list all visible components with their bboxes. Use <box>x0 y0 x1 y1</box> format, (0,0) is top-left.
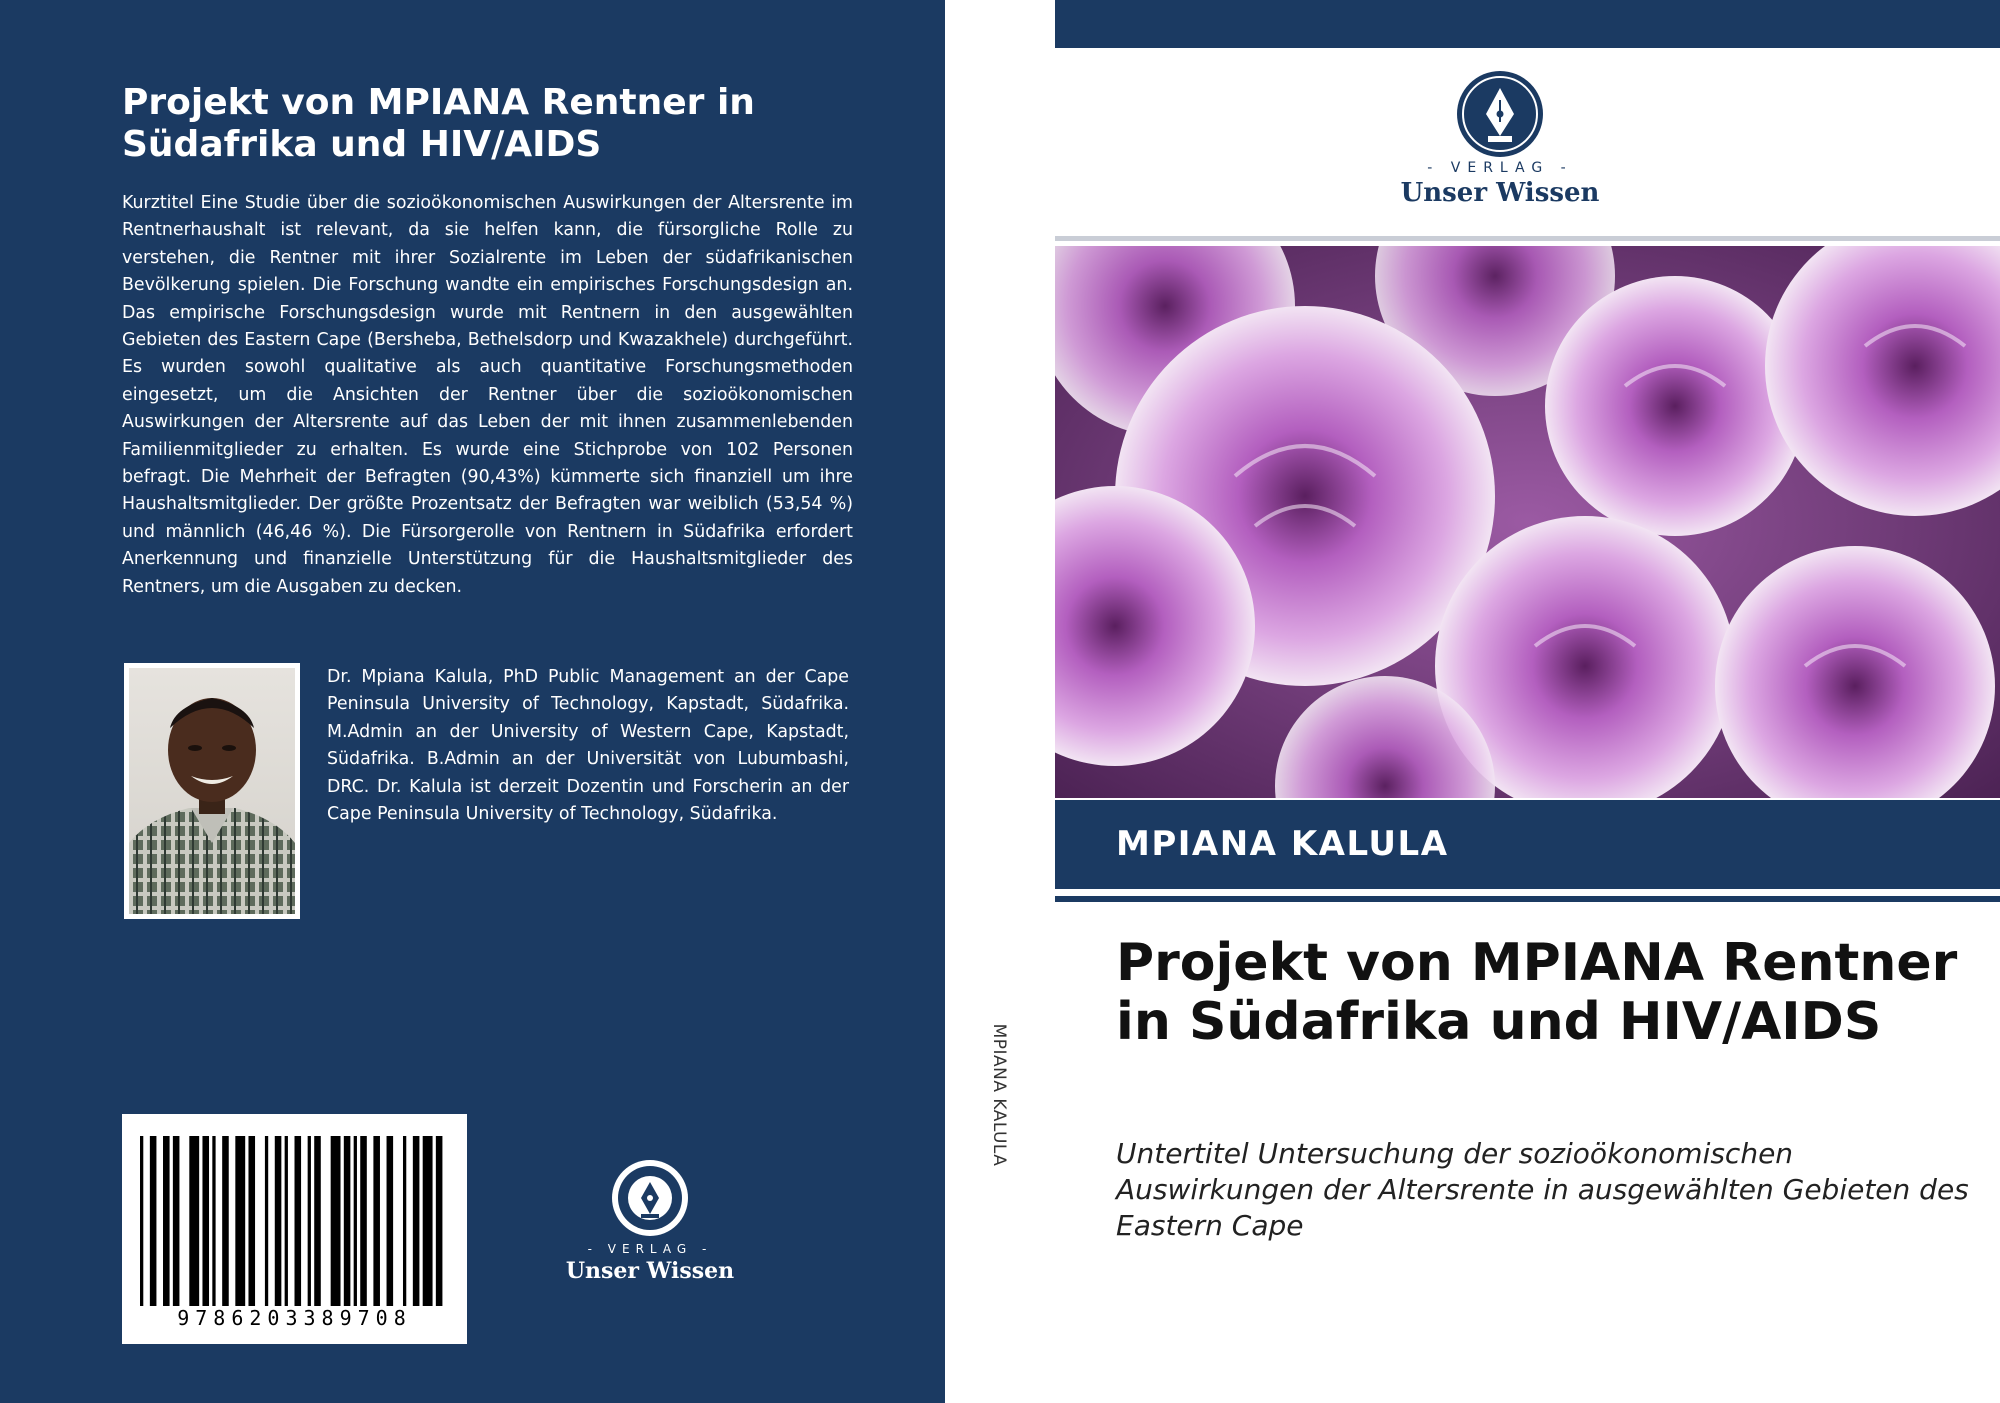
isbn-number: 9786203389708 <box>177 1306 412 1330</box>
author-photo-frame <box>124 663 300 919</box>
back-cover-blurb: Kurztitel Eine Studie über die sozioökonomischen Auswirkungen der Altersrente im Rentnerhaushalt ist relevant, da sie helfen kann, die fürsorgliche Rolle zu verstehen, die Rentner mit ihrer Sozialrente im Leben der südafrikanischen Bevölkerung spielen. Die Forschung wandte ein empirisches Forschungsdesign an. Das empirische Forschungsdesign wurde mit Rentnern in den ausgewählten Gebieten des Eastern Cape (Bersheba, Bethelsdorp und Kwazakhele) durchgeführt. Es wurden sowohl qualitative als auch quantitative Forschungsmethoden eingesetzt, um die Ansichten der Rentner über die sozioökonomischen Auswirkungen der Altersrente auf das Leben der mit ihnen zusammenlebenden Familienmitglieder zu erhalten. Es wurde eine Stichprobe von 102 Personen befragt. Die Mehrheit der Befragten (90,43%) kümmerte sich finanziell um ihre Haushaltsmitglieder. Der größte Prozentsatz der Befragten war weiblich (53,54 %) und männlich (46,46 %). Die Fürsorgerolle von Rentnern in Südafrika erfordert Anerkennung und finanzielle Unterstützung für die Haushaltsmitglieder des Rentners, um die Ausgaben zu decken. <box>122 193 853 597</box>
back-logo-brand: Unser Wissen <box>565 1258 735 1284</box>
barcode-bar <box>189 1136 199 1306</box>
barcode-bar <box>360 1136 367 1306</box>
front-cover-title: Projekt von MPIANA Rentner in Südafrika und HIV/AIDS <box>1116 933 1958 1052</box>
barcode-bar <box>140 1136 143 1306</box>
barcode-bar <box>173 1136 180 1306</box>
divider-rule <box>1055 236 2000 241</box>
divider-rule <box>1055 896 2000 902</box>
barcode-bar <box>248 1136 255 1306</box>
barcode-bar <box>235 1136 245 1306</box>
barcode-bar <box>387 1136 394 1306</box>
barcode-bar <box>373 1136 380 1306</box>
barcode-bar <box>308 1136 311 1306</box>
front-cover-author: MPIANA KALULA <box>1116 824 1449 864</box>
author-band <box>1055 800 2000 889</box>
front-cover <box>1055 0 2000 1403</box>
barcode-bar <box>354 1136 357 1306</box>
barcode-bar <box>314 1136 321 1306</box>
barcode-bar <box>403 1136 406 1306</box>
rose-cover-image <box>1055 246 2000 798</box>
top-band <box>1055 0 2000 48</box>
barcode-bars <box>140 1136 449 1306</box>
barcode-bar <box>202 1136 209 1306</box>
front-logo-verlag: - VERLAG - <box>1427 160 1573 176</box>
front-cover-subtitle: Untertitel Untersuchung der sozioökonomischen Auswirkungen der Altersrente in ausgewählten Gebieten des Eastern Cape <box>1116 1137 1969 1242</box>
barcode-bar <box>436 1136 443 1306</box>
barcode-bar <box>275 1136 282 1306</box>
back-cover <box>0 0 945 1403</box>
barcode-bar <box>423 1136 433 1306</box>
barcode-bar <box>212 1136 215 1306</box>
barcode-bar <box>150 1136 157 1306</box>
back-logo-verlag: - VERLAG - <box>587 1242 713 1256</box>
front-logo-brand: Unser Wissen <box>1400 178 1600 208</box>
barcode-bar <box>413 1136 420 1306</box>
barcode-bar <box>295 1136 302 1306</box>
author-photo <box>129 668 295 914</box>
barcode <box>122 1114 467 1344</box>
back-publisher-logo <box>555 1158 745 1288</box>
back-cover-title: Projekt von MPIANA Rentner in Südafrika und HIV/AIDS <box>122 82 755 165</box>
barcode-bar <box>344 1136 351 1306</box>
pen-nib-icon <box>555 1158 745 1240</box>
barcode-bar <box>285 1136 288 1306</box>
roses-illustration <box>1055 246 2000 798</box>
barcode-bar <box>222 1136 229 1306</box>
front-publisher-logo <box>1400 70 1600 215</box>
spine-author: MPIANA KALULA <box>989 1023 1009 1167</box>
barcode-bar <box>331 1136 341 1306</box>
pen-nib-icon <box>1400 70 1600 160</box>
spine <box>945 0 1055 1403</box>
author-bio: Dr. Mpiana Kalula, PhD Public Management an der Cape Peninsula University of Technology, Kapstadt, Südafrika. M.Admin an der University of Western Cape, Kapstadt, Südafrika. B.Admin an der Universität von Lubumbashi, DRC. Dr. Kalula ist derzeit Dozentin und Forscherin an der Cape Peninsula University of Technology, Südafrika. <box>327 667 849 825</box>
barcode-bar <box>265 1136 268 1306</box>
author-portrait-image <box>129 668 295 914</box>
barcode-bar <box>163 1136 170 1306</box>
